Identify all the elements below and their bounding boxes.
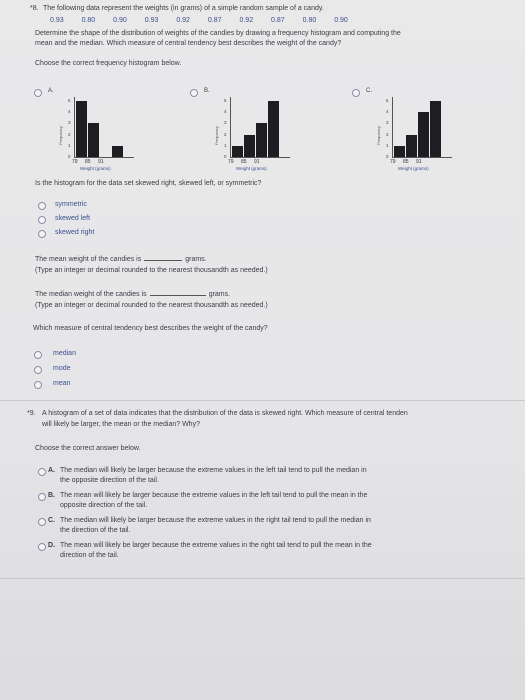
y-tick-label: 5 [68, 98, 71, 103]
radio-option-b[interactable] [190, 89, 198, 97]
q9-number: *9. [27, 410, 36, 417]
y-axis [230, 97, 231, 157]
data-value: 0.87 [271, 17, 285, 24]
q8-number: *8. [30, 5, 39, 12]
y-tick-label: 5 [224, 98, 227, 103]
y-tick-label: 3 [224, 120, 227, 126]
y-tick-label: 5 [386, 98, 389, 103]
option-label-a[interactable]: A. [48, 88, 54, 94]
q9-option-text-line-1[interactable]: The median will likely be larger because the extreme values in the right tail tend to pull the median in [60, 517, 371, 524]
q9-option-text-line-2[interactable]: the direction of the tail. [60, 527, 131, 534]
radio-mean[interactable] [34, 381, 42, 389]
option-skewed-left[interactable]: skewed left [55, 215, 91, 222]
y-tick-label: 3 [386, 120, 389, 126]
histogram-bar [406, 135, 417, 157]
y-tick-label: 1 [68, 142, 71, 148]
y-tick-label: 1 [224, 142, 227, 148]
data-value: 0.80 [302, 17, 317, 24]
data-value: 0.93 [144, 17, 159, 24]
x-tick-label: 79 [72, 159, 78, 165]
histogram-bar [430, 101, 441, 157]
mean-prefix: The mean weight of the candies is [35, 256, 142, 263]
y-tick-label: 2 [224, 131, 227, 137]
median-prefix: The median weight of the candies is [35, 291, 147, 298]
histogram-bar [88, 123, 99, 157]
x-axis-label: Weight (grams) [236, 166, 267, 171]
histogram-bar [232, 146, 243, 157]
instruction-line-2: mean and the median. Which measure of central tendency best describes the weight of the candy? [35, 40, 342, 47]
data-value: 0.90 [334, 17, 348, 24]
x-tick-label: 79 [228, 159, 234, 165]
option-mean[interactable]: mean [53, 380, 71, 387]
y-tick-label: 0 [224, 154, 227, 159]
q9-option-text-line-1[interactable]: The mean will likely be larger because the extreme values in the left tail tend to pull the mean in the [60, 492, 368, 499]
data-value: 0.92 [176, 17, 190, 24]
histogram-bar [112, 146, 123, 157]
y-tick-label: 4 [68, 109, 71, 115]
y-axis [392, 97, 393, 157]
y-axis-label: Frequency [214, 126, 219, 145]
section-divider [0, 400, 525, 401]
radio-skewed-left[interactable] [38, 216, 46, 224]
x-tick-label: 91 [416, 159, 422, 165]
central-question: Which measure of central tendency best describes the weight of the candy? [33, 325, 268, 332]
histogram-bar [256, 123, 267, 157]
radio-mode[interactable] [34, 366, 42, 374]
q9-radio-b[interactable] [38, 493, 46, 501]
x-axis [230, 157, 290, 158]
mean-suffix: grams. [185, 256, 207, 263]
data-value: 0.87 [207, 17, 222, 24]
q9-option-text-line-1[interactable]: The mean will likely be larger because the extreme values in the right tail tend to pull the mean in the [60, 542, 372, 549]
option-label-b[interactable]: B. [204, 88, 210, 94]
y-tick-label: 4 [224, 109, 227, 115]
y-tick-label: 0 [386, 154, 389, 159]
y-axis-label: Frequency [376, 126, 381, 145]
q9-option-letter[interactable]: C. [48, 517, 55, 524]
q9-option-text-line-2[interactable]: the opposite direction of the tail. [60, 477, 159, 484]
x-tick-label: 91 [98, 159, 104, 165]
y-axis-label: Frequency [58, 126, 63, 145]
x-axis-label: Weight (grams) [398, 166, 429, 171]
median-answer-input[interactable] [150, 295, 206, 296]
data-value: 0.93 [50, 17, 64, 24]
q9-option-letter[interactable]: D. [48, 542, 55, 549]
y-tick-label: 3 [68, 120, 71, 126]
option-symmetric[interactable]: symmetric [55, 201, 87, 208]
mean-answer-input[interactable] [144, 260, 182, 261]
radio-median[interactable] [34, 351, 42, 359]
histogram-bar [418, 112, 429, 157]
option-median[interactable]: median [53, 350, 76, 357]
q9-radio-d[interactable] [38, 543, 46, 551]
mean-line [35, 256, 207, 263]
bottom-divider [0, 578, 525, 579]
skew-question: Is the histogram for the data set skewed right, skewed left, or symmetric? [35, 180, 262, 187]
data-value: 0.92 [239, 17, 254, 24]
histogram-bar [394, 146, 405, 157]
option-skewed-right[interactable]: skewed right [55, 229, 95, 236]
y-tick-label: 2 [68, 131, 71, 137]
histogram-bar [76, 101, 87, 157]
x-axis [392, 157, 452, 158]
x-tick-label: 85 [85, 159, 91, 165]
y-tick-label: 0 [68, 154, 71, 159]
q8-intro: The following data represent the weights (in grams) of a simple random sample of a candy. [43, 5, 324, 12]
histogram-bar [268, 101, 279, 157]
median-suffix: grams. [208, 291, 231, 298]
radio-option-c[interactable] [352, 89, 360, 97]
y-tick-label: 2 [386, 131, 389, 137]
data-value: 0.80 [81, 17, 96, 24]
q9-radio-c[interactable] [38, 518, 46, 526]
q9-text-line-1: A histogram of a set of data indicates that the distribution of the data is skewed right. Which measure of central tenden [42, 410, 408, 417]
q9-option-letter[interactable]: B. [48, 492, 55, 499]
histogram-option-b [214, 95, 310, 175]
choose-histogram-prompt: Choose the correct frequency histogram below. [35, 60, 182, 67]
histogram-option-c [376, 95, 472, 175]
q9-text-line-2: will likely be larger, the mean or the median? Why? [42, 421, 200, 428]
q9-radio-a[interactable] [38, 468, 46, 476]
x-axis-label: Weight (grams) [80, 166, 111, 171]
data-value: 0.90 [113, 17, 127, 24]
q9-option-text-line-2[interactable]: direction of the tail. [60, 552, 119, 559]
x-tick-label: 85 [241, 159, 247, 165]
radio-option-a[interactable] [34, 89, 42, 97]
y-axis [74, 97, 75, 157]
option-mode[interactable]: mode [53, 365, 71, 372]
x-axis [74, 157, 134, 158]
y-tick-label: 4 [386, 109, 389, 115]
mean-note: (Type an integer or decimal rounded to the nearest thousandth as needed.) [35, 267, 268, 274]
y-tick-label: 1 [386, 142, 389, 148]
q9-option-text-line-2[interactable]: opposite direction of the tail. [60, 502, 148, 509]
q9-option-letter[interactable]: A. [48, 467, 55, 474]
median-line [35, 291, 230, 298]
x-tick-label: 85 [403, 159, 409, 165]
x-tick-label: 79 [390, 159, 396, 165]
q9-option-text-line-1[interactable]: The median will likely be larger because the extreme values in the left tail tend to pull the median in [60, 467, 367, 474]
median-note: (Type an integer or decimal rounded to the nearest thousandth as needed.) [35, 302, 268, 309]
q9-choose-prompt: Choose the correct answer below. [35, 445, 141, 452]
radio-skewed-right[interactable] [38, 230, 46, 238]
histogram-bar [244, 135, 255, 157]
data-row [50, 17, 348, 24]
x-tick-label: 91 [254, 159, 260, 165]
radio-symmetric[interactable] [38, 202, 46, 210]
option-label-c[interactable]: C. [366, 88, 372, 94]
instruction-line-1: Determine the shape of the distribution of weights of the candies by drawing a frequency histogram and computing the [35, 30, 401, 37]
histogram-option-a [58, 95, 154, 175]
